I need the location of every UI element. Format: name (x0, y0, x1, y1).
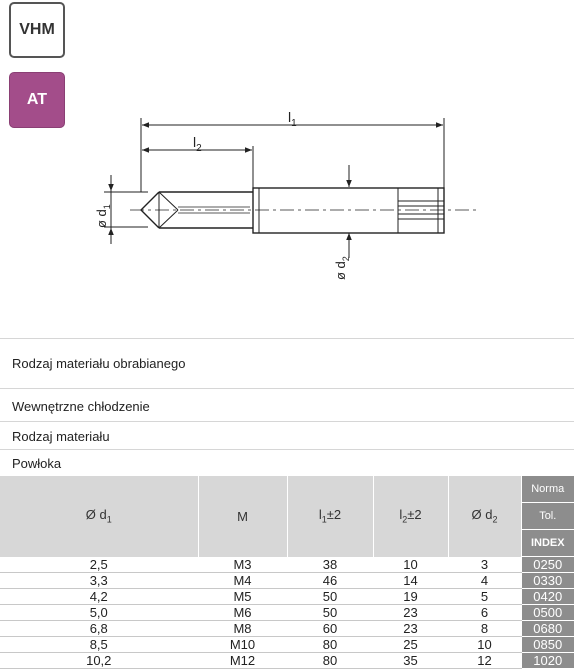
at-label: AT (26, 91, 48, 108)
header-norma: Norma (521, 476, 574, 503)
vhm-label: VHM (19, 21, 55, 38)
header-m: M (198, 476, 287, 557)
table-row: 2,5 M3 38 10 3 0250 (0, 557, 574, 573)
table-row: 3,3 M4 46 14 4 0330 (0, 573, 574, 589)
property-internal-cooling: Wewnętrzne chłodzenie (0, 388, 574, 421)
dimensions-table (0, 476, 574, 669)
drill-technical-drawing (0, 0, 574, 300)
table-row: 6,8 M8 60 23 8 0680 (0, 621, 574, 637)
header-d2: Ø $d_2$ (448, 476, 521, 557)
property-material-type: Rodzaj materiału (0, 421, 574, 449)
l1-label: $l_1$ (288, 109, 297, 129)
header-d1: Ø $d_1$ (0, 476, 198, 557)
l2-label: $l_2$ (193, 134, 202, 154)
table-row: 5,0 M6 50 23 6 0500 (0, 605, 574, 621)
drill-shank (253, 188, 444, 233)
table-row: 4,2 M5 50 19 5 0420 (0, 589, 574, 605)
property-workpiece-material: Rodzaj materiału obrabianego (0, 338, 574, 388)
header-tol: Tol. (521, 503, 574, 530)
header-l2: $l_2\pm 2$ (373, 476, 448, 557)
d2-label: ø $d_2$ (333, 256, 351, 280)
property-coating: Powłoka (0, 449, 574, 476)
d1-label: ø $d_1$ (94, 204, 112, 228)
header-index: INDEX (521, 530, 574, 557)
header-l1: $l_1\pm 2$ (287, 476, 373, 557)
table-row: 10,2 M12 80 35 12 1020 (0, 653, 574, 669)
table-row: 8,5 M10 80 25 10 0850 (0, 637, 574, 653)
